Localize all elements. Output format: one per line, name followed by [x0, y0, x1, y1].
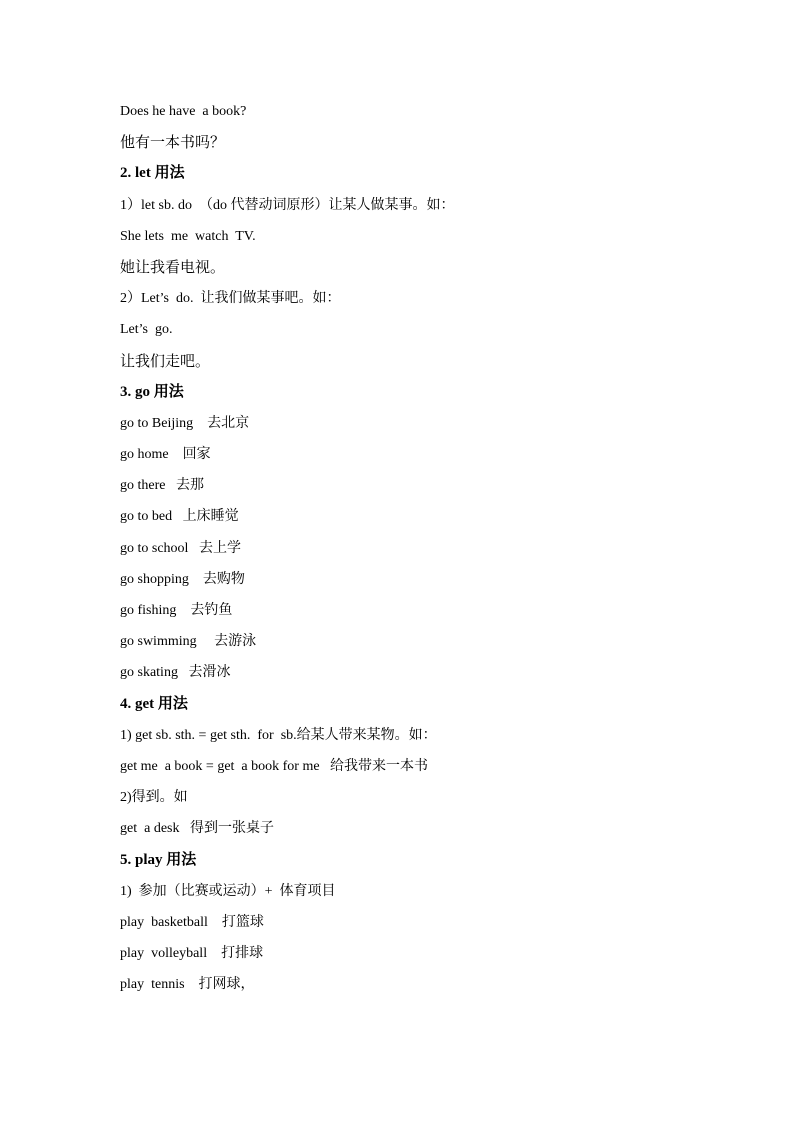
text-line: play volleyball 打排球	[120, 946, 264, 962]
text-line: go to school 去上学	[120, 540, 241, 556]
document-page	[120, 96, 720, 1000]
text-line: go home 回家	[120, 447, 211, 463]
text-line: go fishing 去钓鱼	[120, 603, 233, 618]
text-line: 2）Let’s do. 让我们做某事吧。如：	[120, 291, 341, 307]
text-line: 2)得到。如	[120, 790, 188, 806]
text-line: play basketball 打篮球	[120, 914, 264, 930]
section-heading: 3. go 用法	[120, 383, 184, 400]
text-line: play tennis 打网球，	[120, 977, 255, 993]
text-line: go to Beijing 去北京	[120, 415, 250, 431]
text-line: go there 去那	[120, 478, 204, 494]
text-line: 让我们走吧。	[120, 351, 211, 370]
text-line: Does he have a book?	[120, 104, 247, 119]
text-line: 1）let sb. do （do 代替动词原形）让某人做某事。如：	[120, 197, 455, 213]
text-line: go shopping 去购物	[120, 571, 245, 587]
section-heading: 4. get 用法	[120, 695, 188, 712]
text-line: go swimming 去游泳	[120, 634, 257, 650]
section-heading: 5. play 用法	[120, 851, 197, 868]
section-heading: 2. let 用法	[120, 165, 185, 182]
text-line: get a desk 得到一张桌子	[120, 821, 274, 837]
text-line: 她让我看电视。	[120, 257, 226, 276]
text-line: go skating 去滑冰	[120, 665, 231, 681]
text-line: go to bed 上床睡觉	[120, 509, 239, 525]
text-line: 他有一本书吗？	[120, 133, 226, 152]
text-line: She lets me watch TV.	[120, 228, 256, 244]
text-line: 1) get sb. sth. = get sth. for sb.给某人带来某物。如：	[120, 727, 437, 743]
text-line: Let’s go.	[120, 322, 173, 338]
text-line: 1) 参加（比赛或运动）+ 体育项目	[120, 883, 336, 899]
text-line: get me a book = get a book for me 给我带来一本书	[120, 758, 429, 774]
